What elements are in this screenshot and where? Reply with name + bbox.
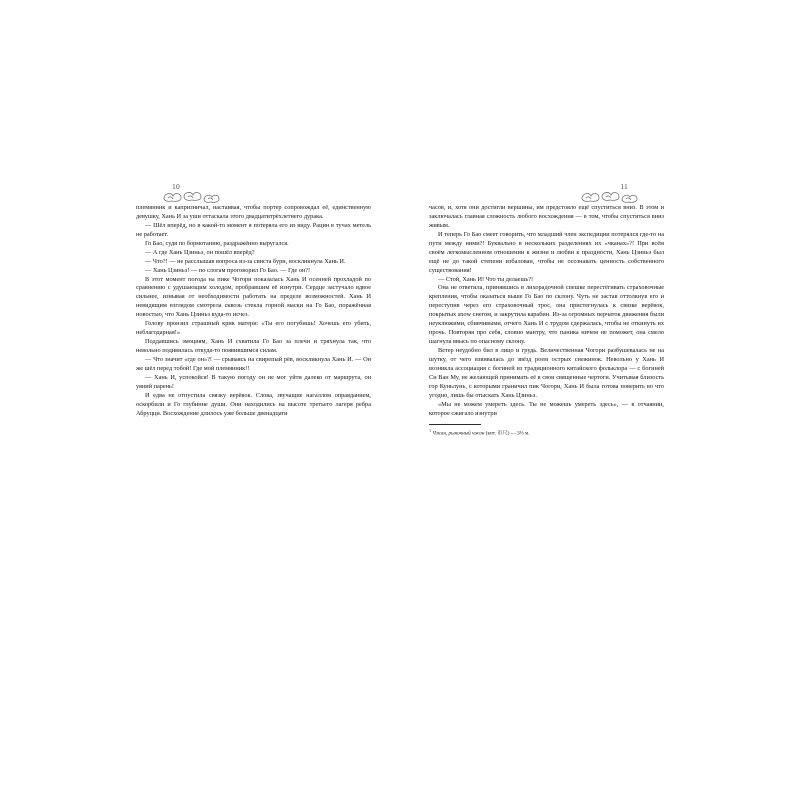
paragraph: Ветер неудобно бил в лицо и грудь. Величественная Чогори разбушевалась не на шутку, от чего взвивалась до звёзд роем острых снежинок. Невольно у Хань И возникла ассоциация с богиней из традиционного китайского фольклора — с богиней Си Ван Му, не желающей принимать её в свои священные чертоги. Учитывая близость гор Куньлунь, с которыми граничил пик Чогори, Хань И была готова поверить во что угодно, лишь бы отыскать Хань Цзиньэ. [429,347,664,399]
left-page-header [136,170,371,204]
paragraph: — Хань И, успокойся! В такую погоду он не мог уйти далеко от маршрута, он уяний парень! [136,373,371,390]
footnote-marker: 1 [429,427,432,433]
paragraph: — Стой, Хань И! Что ты делаешь?! [438,275,534,283]
page-number-left: 10 [172,182,180,191]
right-page-text-column [429,204,664,437]
paragraph: И теперь Го Бао смеет говорить, что младший член экспедиции потерялся где-то на пути между ними?! Буквально в нескольких разделениях их «чканах»?! При всём своём легкомысленном отношении к жизни и любви к праздности, Хань Цзиньэ был ещё не до такой степени избалован, чтобы не осознавать ценность собственного существования! [429,230,664,274]
paragraph: — А где Хань Цзиньэ, он пошёл вперёд? [145,248,255,256]
paragraph: «Мы не можем умереть здесь. Ты не можешь умереть здесь», — в отчаянии, которое сжигало изнутри [429,400,664,417]
left-page [104,170,389,600]
left-page-text-column [136,204,371,419]
right-page-header [429,170,664,204]
paragraph: — Что значит «где он»?! — срываясь на свирепый рёв, воскликнула Хань И. — Он же шёл перед тобой! Где мой племянник!! [136,355,371,372]
paragraph: В этот момент погода на пике Чогори показалась Хань И осенней прохладой по сравнению с удушающим холодом, пробравшим её изнутри. Сердце застучало вдвое сильнее, изнывая от необходимости работать на пределе возможностей. Хань И невидящим взглядом смотрела сквозь стекла горной маски на Го Бао, поражённая новостью, что Хань Цзиньэ куда-то исчез. [136,275,371,319]
footnote [429,428,664,438]
paragraph: Го Бао, судя по бормотанию, раздражённо выругался. [145,239,289,247]
footnote-italic-text: Чжан, рыночный чжан [432,430,485,437]
right-page [411,170,696,600]
cloud-ornament-icon [158,186,224,206]
footnote-divider [429,424,481,425]
paragraph: — Что?! — не расслышав вопроса из-за свиста бури, воскликнула Хань И. [145,257,346,265]
paragraph: Поддавшись эмоциям, Хань И схватила Го Бао за плечи и тряхнула так, что невольно подивилась откуда-то появившимся силам. [136,338,371,354]
paragraph: — Хань Цзиньэ! — по слогам проговорил Го Бао. — Где он?! [145,266,311,274]
paragraph: часов, и, хотя они достигли вершины, им предстояло ещё спуститься вниз. В этом и заключалась главная сложность любого восхождения — в том, чтобы спуститься вниз живым. [429,204,664,229]
footnote-text: (кит. 市尺) — 3⅓ м. [484,430,530,437]
spread-container [0,170,800,600]
paragraph: племянник и капризничал, настаивая, чтобы портер сопровождал её, единственную девушку, Хань И за уши оттаскала этого двадцатитрёхлетнего дурака. [136,204,371,220]
page-number-right: 11 [620,182,628,191]
spread-gutter [389,170,411,600]
paragraph: И едва не отпустила связку верёвок. Слова, звучащие нагаллом оправданием, оскорбили и Го глубинне души. Они находились на высоте третьего лагеря ребра Абруцци. Восхождение длилось уже больше двенадцати [136,391,371,417]
paragraph: — Шёл вперёд, но в какой-то момент я потеряла его из виду. Рацин в тучах метель не работает. [136,221,371,238]
paragraph: Голову пронзил страшный крик матери: «Ты его погубишь! Хочешь его убить, неблагодарная!» [136,320,371,337]
cloud-ornament-icon [576,186,642,206]
paragraph: Она не ответила, принявшись в лихорадочной спешке перестёгивать страховочные крепления, чтобы оказаться выше Го Бао по склону. Чуть не застав оттолкнув его и переступив через его страховочный трос, она пристегнулась к связке верёвок, покрытых snow снегом, и закрутила карабин. Из-за огромных перчаток движения были неуклюжими, сбивчивыми, отчего Хань И с трудом сдержалась, чтобы не откинуть их прочь. Повторяя про себя, словно мантру, что паника ничем не поможет, она смело шагнула ввысь по опасному склону. [429,284,664,346]
